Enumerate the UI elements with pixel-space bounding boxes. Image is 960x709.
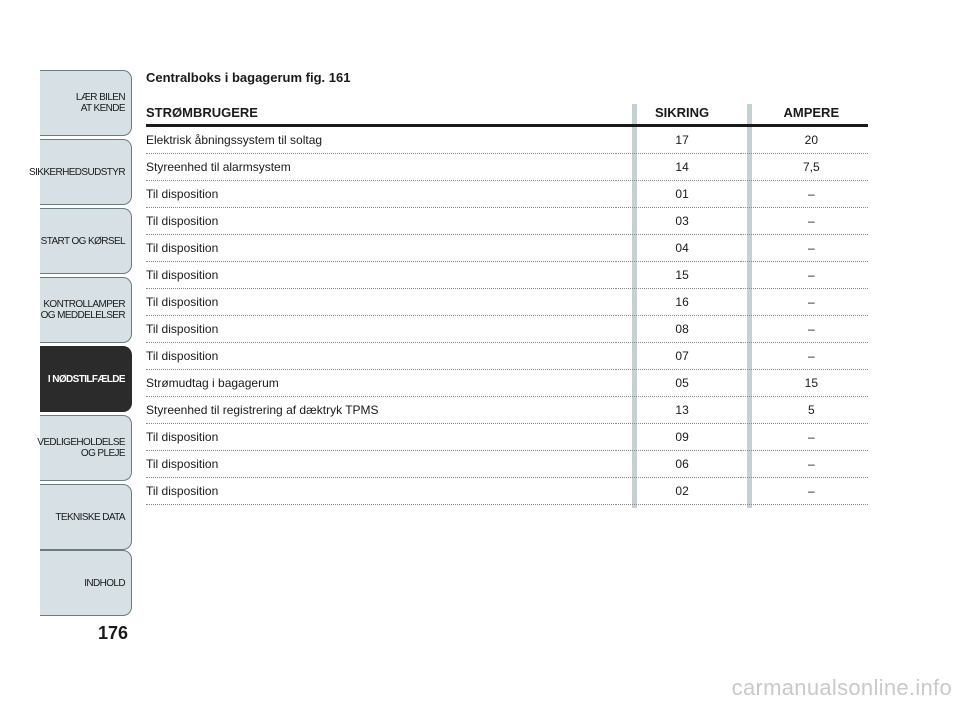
table-row [146,154,868,181]
table-row [146,370,868,397]
cell-consumer: Til disposition [146,289,616,316]
tab-kontrollamper[interactable] [40,277,132,343]
cell-ampere: 5 [741,397,868,424]
cell-ampere: – [741,478,868,505]
watermark: carmanualsonline.info [731,675,952,700]
cell-fuse: 16 [616,289,741,316]
tab-label: TEKNISKE DATA [55,511,125,523]
cell-ampere: 7,5 [741,154,868,181]
cell-fuse: 13 [616,397,741,424]
tab-i-nodstilfaelde[interactable] [40,346,132,412]
table-row [146,262,868,289]
cell-consumer: Elektrisk åbningssystem til soltag [146,126,616,154]
cell-consumer: Til disposition [146,424,616,451]
page-number: 176 [98,623,129,643]
cell-fuse: 03 [616,208,741,235]
table-row [146,478,868,505]
tab-label: VEDLIGEHOLDELSE OG PLEJE [37,437,125,459]
cell-consumer: Til disposition [146,235,616,262]
tab-tekniske-data[interactable] [40,484,132,550]
cell-consumer: Til disposition [146,262,616,289]
table-header-row [146,100,868,126]
cell-consumer: Til disposition [146,208,616,235]
fuse-table-container [146,100,868,505]
cell-consumer: Styreenhed til registrering af dæktryk TPMS [146,397,616,424]
cell-ampere: – [741,208,868,235]
table-row [146,451,868,478]
cell-ampere: – [741,289,868,316]
cell-consumer: Til disposition [146,181,616,208]
cell-fuse: 08 [616,316,741,343]
cell-fuse: 06 [616,451,741,478]
cell-ampere: – [741,424,868,451]
cell-fuse: 17 [616,126,741,154]
tab-sikkerhedsudstyr[interactable] [29,139,132,205]
cell-fuse: 14 [616,154,741,181]
table-row [146,208,868,235]
cell-ampere: – [741,343,868,370]
cell-ampere: – [741,235,868,262]
tab-label: START OG KØRSEL [40,235,125,247]
cell-fuse: 15 [616,262,741,289]
header-sikring: SIKRING [616,100,741,126]
cell-ampere: – [741,262,868,289]
tab-indhold[interactable] [40,550,132,616]
tab-start-og-korsel[interactable] [40,208,132,274]
cell-ampere: 15 [741,370,868,397]
cell-ampere: 20 [741,126,868,154]
cell-consumer: Til disposition [146,316,616,343]
cell-fuse: 04 [616,235,741,262]
cell-fuse: 01 [616,181,741,208]
table-row [146,126,868,154]
cell-consumer: Styreenhed til alarmsystem [146,154,616,181]
cell-fuse: 05 [616,370,741,397]
header-stromkrugere: STRØMBRUGERE [146,100,616,126]
table-body [146,126,868,505]
table-row [146,397,868,424]
cell-ampere: – [741,181,868,208]
cell-consumer: Strømudtag i bagagerum [146,370,616,397]
tab-label: SIKKERHEDSUDSTYR [29,166,125,178]
figure-title: Centralboks i bagagerum fig. 161 [146,70,351,85]
tab-label: LÆR BILEN AT KENDE [75,92,125,114]
table-row [146,343,868,370]
tab-laer-bilen-at-kende[interactable] [40,70,132,136]
cell-fuse: 09 [616,424,741,451]
tab-label: INDHOLD [84,577,125,589]
fuse-table [146,100,868,505]
cell-fuse: 07 [616,343,741,370]
header-ampere: AMPERE [741,100,868,126]
table-row [146,289,868,316]
cell-fuse: 02 [616,478,741,505]
table-row [146,316,868,343]
tab-label: KONTROLLAMPER OG MEDDELELSER [40,299,125,321]
tab-vedligeholdelse[interactable] [37,415,132,481]
cell-consumer: Til disposition [146,343,616,370]
cell-ampere: – [741,451,868,478]
cell-consumer: Til disposition [146,478,616,505]
cell-ampere: – [741,316,868,343]
cell-consumer: Til disposition [146,451,616,478]
table-row [146,235,868,262]
table-row [146,424,868,451]
table-row [146,181,868,208]
tab-label: I NØDSTILFÆLDE [47,373,125,385]
